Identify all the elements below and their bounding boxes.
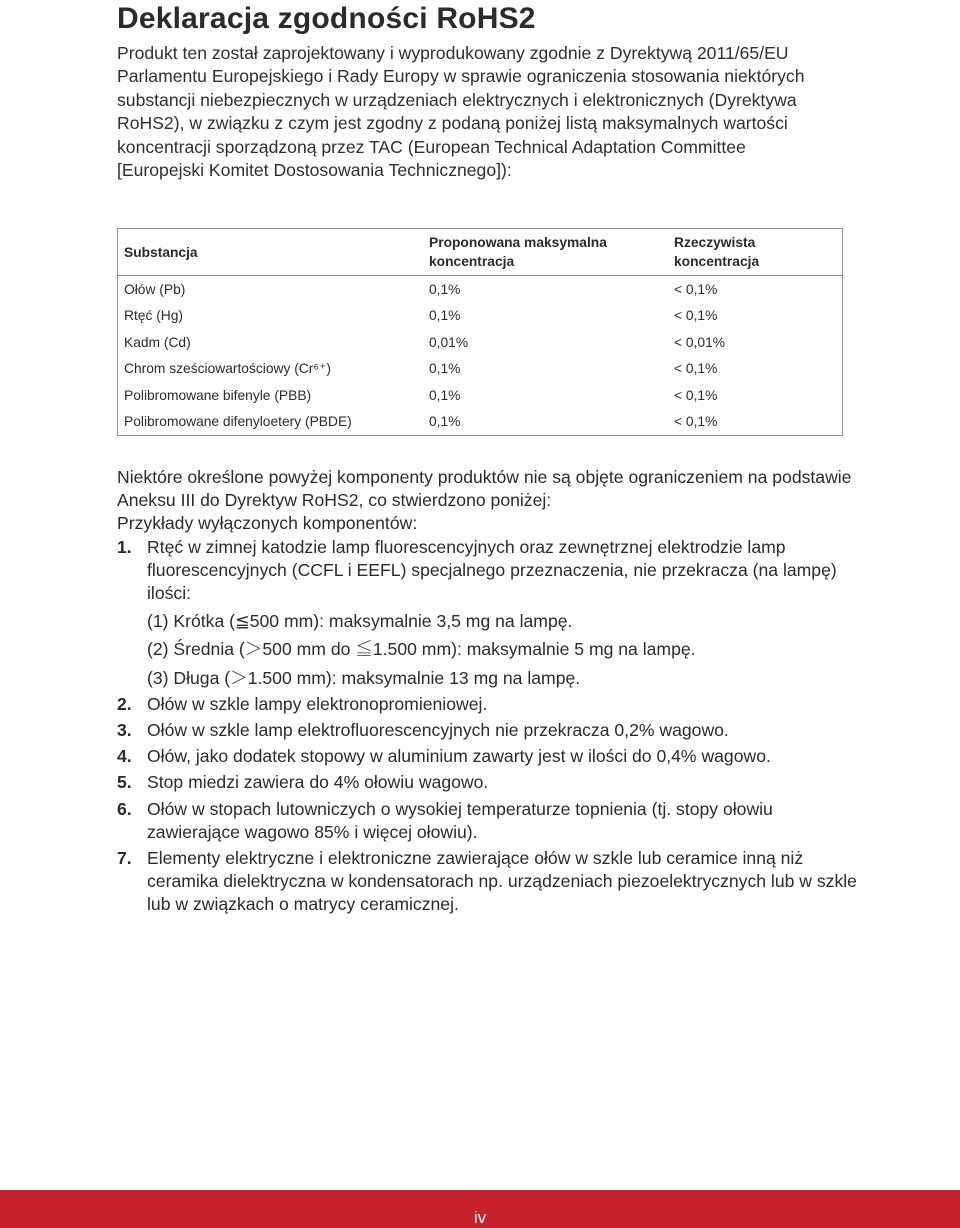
subitem: (2) Średnia (＞500 mm do ≦1.500 mm): maksymalnie 5 mg na lampę. <box>147 639 696 660</box>
exemptions-list <box>117 536 857 917</box>
item-text: Ołów w szkle lampy elektronopromieniowej. <box>147 693 488 714</box>
table-row <box>118 329 843 356</box>
cell-proposed: 0,1% <box>429 361 461 377</box>
header-substance: Substancja <box>118 229 424 276</box>
cell-substance: Ołów (Pb) <box>124 281 186 297</box>
item-number: 5. <box>117 772 132 793</box>
table-row <box>118 356 843 383</box>
item-number: 2. <box>117 693 132 714</box>
list-item <box>117 719 857 742</box>
header-proposed: Proponowana maksymalna koncentracja <box>423 229 668 276</box>
item-text: Ołów w stopach lutowniczych o wysokiej temperaturze topnienia (tj. stopy ołowiu zawierające wagowo 85% i więcej ołowiu). <box>147 798 773 842</box>
table-row <box>118 409 843 436</box>
cell-actual: < 0,1% <box>674 414 718 430</box>
item-number: 7. <box>117 848 132 869</box>
exemptions-section <box>117 466 857 920</box>
cell-proposed: 0,1% <box>429 308 461 324</box>
table-row <box>118 382 843 409</box>
item-number: 6. <box>117 798 132 819</box>
cell-substance: Chrom sześciowartościowy (Cr⁶⁺) <box>124 360 331 376</box>
item-number: 4. <box>117 746 132 767</box>
item-text: Rtęć w zimnej katodzie lamp fluorescencyjnych oraz zewnętrznej elektrodzie lamp fluorescencyjnych (CCFL i EEFL) specjalnego przeznaczenia, nie przekracza (na lampę) ilości: <box>147 536 837 604</box>
item-text: Ołów w szkle lamp elektrofluorescencyjnych nie przekracza 0,2% wagowo. <box>147 720 729 741</box>
item-number: 1. <box>117 536 132 557</box>
subitem: (3) Długa (＞1.500 mm): maksymalnie 13 mg na lampę. <box>147 667 581 688</box>
list-item <box>117 798 857 844</box>
list-item <box>117 847 857 917</box>
cell-actual: < 0,1% <box>674 308 718 324</box>
cell-proposed: 0,01% <box>429 334 469 350</box>
item-text: Stop miedzi zawiera do 4% ołowiu wagowo. <box>147 772 489 793</box>
cell-substance: Kadm (Cd) <box>124 334 191 350</box>
list-item <box>117 693 857 716</box>
cell-proposed: 0,1% <box>429 414 461 430</box>
item-text: Elementy elektryczne i elektroniczne zawierające ołów w szkle lub ceramice inną niż ceramika dielektryczna w kondensatorach np. urządzeniach piezoelektrycznych lub w szkle lub w związkach o matrycy ceramicznej. <box>147 848 857 915</box>
cell-proposed: 0,1% <box>429 387 461 403</box>
examples-label: Przykłady wyłączonych komponentów: <box>117 513 418 534</box>
intro-paragraph: Produkt ten został zaprojektowany i wyprodukowany zgodnie z Dyrektywą 2011/65/EU Parlamentu Europejskiego i Rady Europy w sprawie ograniczenia stosowania niektórych substancji niebezpiecznych w urządzeniach elektrycznych i elektronicznych (Dyrektywa RoHS2), w związku z czym jest zgodny z podaną poniżej listą maksymalnych wartości koncentracji sporządzoną przez TAC (European Technical Adaptation Committee [Europejski Komitet Dostosowania Technicznego]): <box>117 43 805 181</box>
rohs-table <box>117 228 843 436</box>
page-title: Deklaracja zgodności RoHS2 <box>117 2 536 35</box>
cell-actual: < 0,1% <box>674 387 718 403</box>
cell-substance: Rtęć (Hg) <box>124 308 184 324</box>
page-number: iv <box>473 1208 487 1227</box>
cell-actual: < 0,1% <box>674 281 718 297</box>
cell-actual: < 0,01% <box>674 334 726 350</box>
header-actual: Rzeczywista koncentracja <box>668 229 843 276</box>
list-item <box>117 771 857 794</box>
exemptions-intro: Niektóre określone powyżej komponenty produktów nie są objęte ograniczeniem na podstawie Aneksu III do Dyrektyw RoHS2, co stwierdzono poniżej: <box>117 467 852 511</box>
subitem: (1) Krótka (≦500 mm): maksymalnie 3,5 mg na lampę. <box>147 611 573 632</box>
list-item <box>117 745 857 768</box>
table-row <box>118 303 843 330</box>
table-header-row <box>118 229 843 276</box>
table-row <box>118 276 843 303</box>
cell-substance: Polibromowane bifenyle (PBB) <box>124 387 312 403</box>
cell-proposed: 0,1% <box>429 281 461 297</box>
list-item <box>117 536 857 690</box>
item-text: Ołów, jako dodatek stopowy w aluminium zawarty jest w ilości do 0,4% wagowo. <box>147 746 771 767</box>
item-number: 3. <box>117 720 132 741</box>
cell-substance: Polibromowane difenyloetery (PBDE) <box>124 414 352 430</box>
cell-actual: < 0,1% <box>674 361 718 377</box>
